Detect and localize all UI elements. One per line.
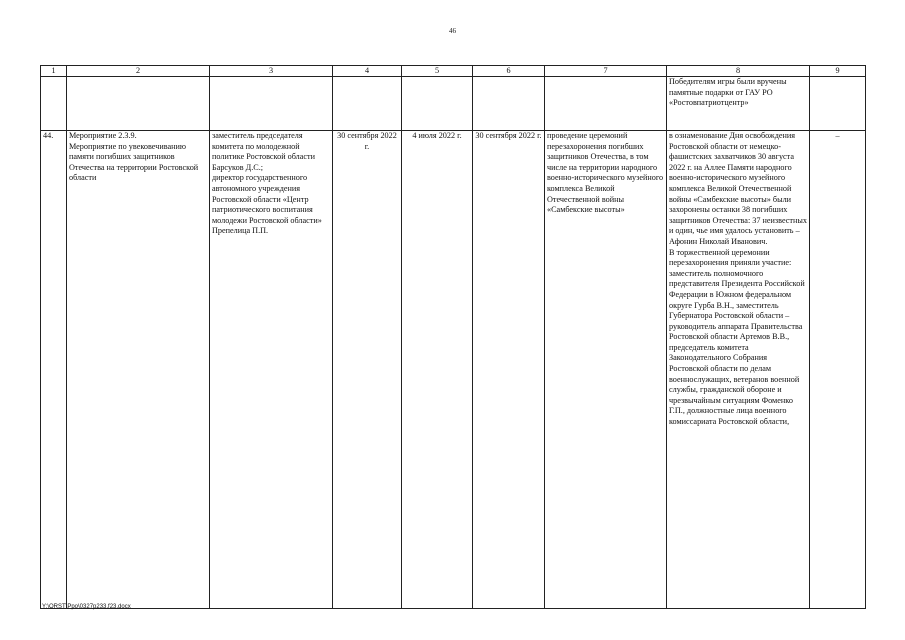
header-cell: 1 [41,66,67,77]
header-cell: 6 [473,66,545,77]
continuation-result-cell: Победителям игры были вручены памятные подарки от ГАУ РО «Ростовпатриотцентр» [667,77,810,131]
header-cell: 5 [402,66,473,77]
start-date: 4 июля 2022 г. [402,131,473,609]
actual-result-cell [667,131,810,609]
table-cell [545,77,667,131]
header-cell: 8 [667,66,810,77]
header-cell: 3 [210,66,333,77]
table-cell [333,77,402,131]
table-cell [210,77,333,131]
table-cell [67,77,210,131]
planned-date: 30 сентября 2022 г. [333,131,402,609]
table-row [41,131,866,609]
header-row [41,66,866,77]
header-cell: 7 [545,66,667,77]
expected-result: проведение церемоний перезахоронения погибших защитников Отечества, в том числе на территории народного военно-исторического музейного комплекса Великой Отечественной войны «Самбекские высоты» [545,131,667,609]
header-cell: 2 [67,66,210,77]
file-path-footer: Y:\ORST\Ppo\0327p233.f23.docx [42,604,131,610]
header-cell: 4 [333,66,402,77]
event-cell [67,131,210,609]
responsible-person-2: директор государственного автономного учреждения Ростовской области «Центр патриотического воспитания молодежи Ростовской области» Препелица П.П. [212,173,322,236]
table-cell [810,77,866,131]
continuation-row [41,77,866,131]
notes-cell: – [810,131,866,609]
responsible-person-1: заместитель председателя комитета по молодежной политике Ростовской области Барсуков Д.С.; [212,131,315,172]
event-description: Мероприятие по увековечиванию памяти погибших защитников Отечества на территории Ростовской области [69,141,199,183]
header-cell: 9 [810,66,866,77]
responsible-cell [210,131,333,609]
row-number: 44. [41,131,67,609]
event-title: Мероприятие 2.3.9. [69,131,137,140]
table-cell [41,77,67,131]
report-table [40,65,866,609]
end-date: 30 сентября 2022 г. [473,131,545,609]
actual-result-paragraph-2: В торжественной церемонии перезахоронения приняли участие: заместитель полномочного представителя Президента Российской Федерации в Южном федеральном округе Гурба В.Н., заместитель Губернатора Ростовской области – руководитель аппарата Правительства Ростовской области Артемов В.В., председатель комитета Законодательного Собрания Ростовской области по делам военнослужащих, ветеранов военной службы, гражданской обороне и чрезвычайным ситуациям Фоменко Г.П., должностные лица военного комиссариата Ростовской области, [669,247,805,427]
actual-result-paragraph-1: в ознаменование Дня освобождения Ростовской области от немецко-фашистских захватчиков 30 августа 2022 г. на Аллее Памяти народного военно-исторического музейного комплекса Великой Отечественной войны «Самбекские высоты» были захоронены останки 38 погибших защитников Отечества: 37 неизвестных и один, чье имя удалось установить – Афонин Николай Иванович. [669,131,807,246]
table-cell [402,77,473,131]
page-number: 46 [449,27,456,35]
table-cell [473,77,545,131]
